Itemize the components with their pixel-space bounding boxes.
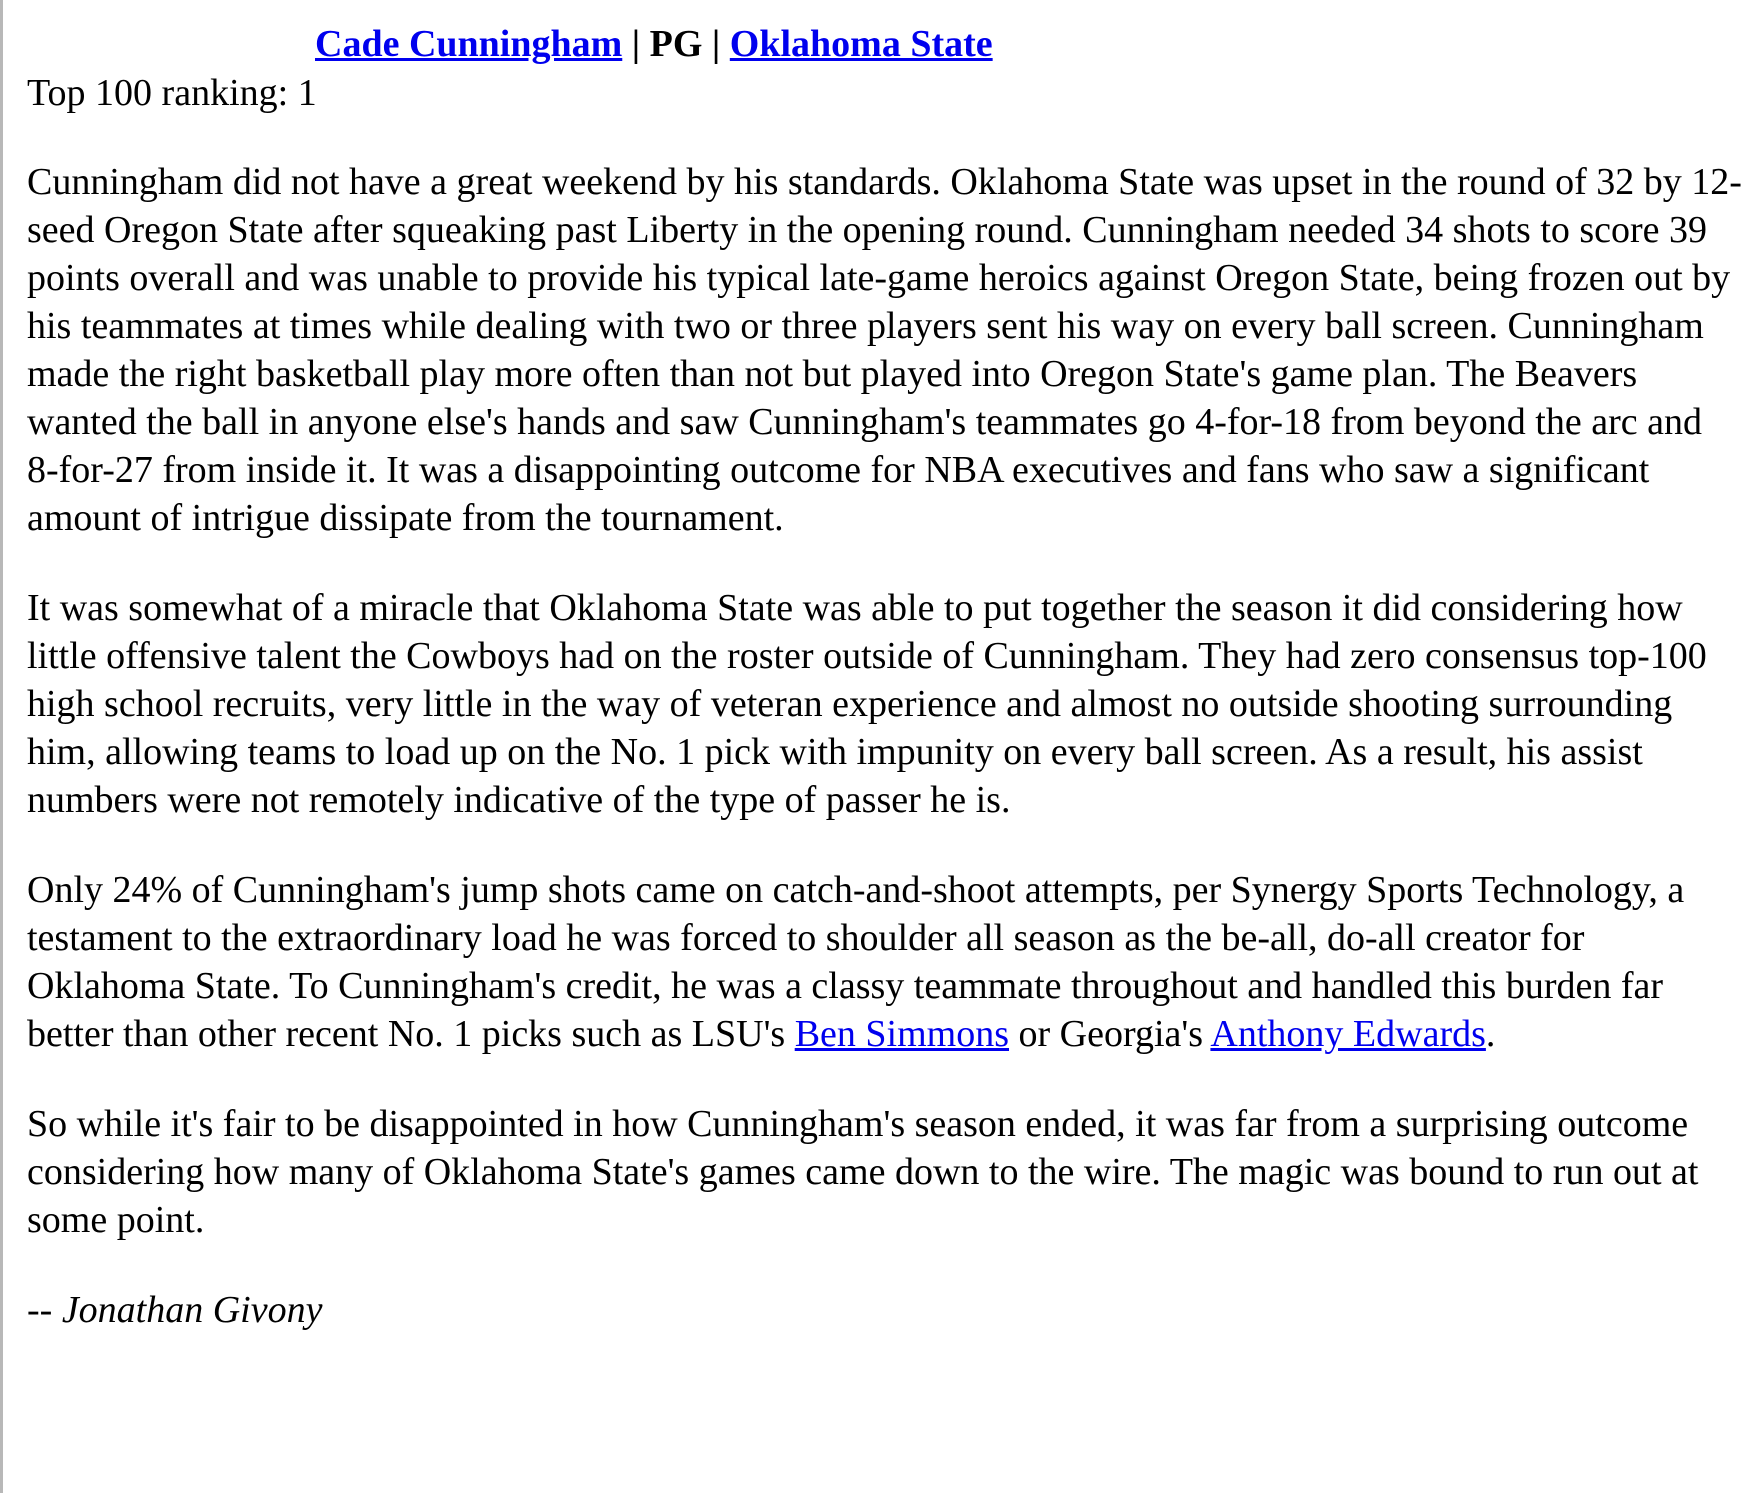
paragraph-4: So while it's fair to be disappointed in how Cunningham's season ended, it was far from a surprising outcome considering how many of Oklahoma State's games came down to the wire. The magic was bound to run out at some point. bbox=[27, 1103, 1699, 1241]
page-left-border bbox=[0, 0, 3, 1493]
ranking-value: 1 bbox=[297, 72, 317, 114]
paragraph-3-text-middle: or Georgia's bbox=[1009, 1013, 1211, 1055]
article-body bbox=[27, 18, 1742, 1334]
ranking-label: Top 100 ranking: bbox=[27, 72, 289, 114]
player-position: PG bbox=[649, 23, 703, 65]
paragraph-3-text-end: . bbox=[1485, 1013, 1496, 1055]
author-byline bbox=[27, 1286, 1742, 1334]
anthony-edwards-link[interactable]: Anthony Edwards bbox=[1210, 1013, 1486, 1055]
headline-separator: | bbox=[711, 23, 721, 65]
paragraph-1: Cunningham did not have a great weekend by his standards. Oklahoma State was upset in the round of 32 by 12-seed Oregon State after squeaking past Liberty in the opening round. Cunningham needed 34 shots to score 39 points overall and was unable to provide his typical late-game heroics against Oregon State, being frozen out by his teammates at times while dealing with two or three players sent his way on every ball screen. Cunningham made the right basketball play more often than not but played into Oregon State's game plan. The Beavers wanted the ball in anyone else's hands and saw Cunningham's teammates go 4-for-18 from beyond the arc and 8-for-27 from inside it. It was a disappointing outcome for NBA executives and fans who saw a significant amount of intrigue dissipate from the tournament. bbox=[27, 161, 1742, 539]
paragraph-3 bbox=[27, 866, 1742, 1058]
ben-simmons-link[interactable]: Ben Simmons bbox=[794, 1013, 1010, 1055]
player-name-link[interactable]: Cade Cunningham bbox=[315, 23, 623, 65]
ranking-line bbox=[27, 70, 1742, 116]
school-link[interactable]: Oklahoma State bbox=[729, 23, 993, 65]
paragraph-2: It was somewhat of a miracle that Oklahoma State was able to put together the season it did considering how little offensive talent the Cowboys had on the roster outside of Cunningham. They had zero consensus top-100 high school recruits, very little in the way of veteran experience and almost no outside shooting surrounding him, allowing teams to load up on the No. 1 pick with impunity on every ball screen. As a result, his assist numbers were not remotely indicative of the type of passer he is. bbox=[27, 587, 1707, 821]
author-name: Jonathan Givony bbox=[61, 1289, 323, 1331]
byline-dash: -- bbox=[27, 1289, 53, 1331]
paragraph-3-text-start: Only 24% of Cunningham's jump shots came on catch-and-shoot attempts, per Synergy Sports Technology, a testament to the extraordinary load he was forced to shoulder all season as the be-all, do-all creator for Oklahoma State. To Cunningham's credit, he was a classy teammate throughout and handled this burden far better than other recent No. 1 picks such as LSU's bbox=[27, 869, 1685, 1055]
player-headline bbox=[27, 18, 1742, 70]
headline-separator: | bbox=[631, 23, 641, 65]
